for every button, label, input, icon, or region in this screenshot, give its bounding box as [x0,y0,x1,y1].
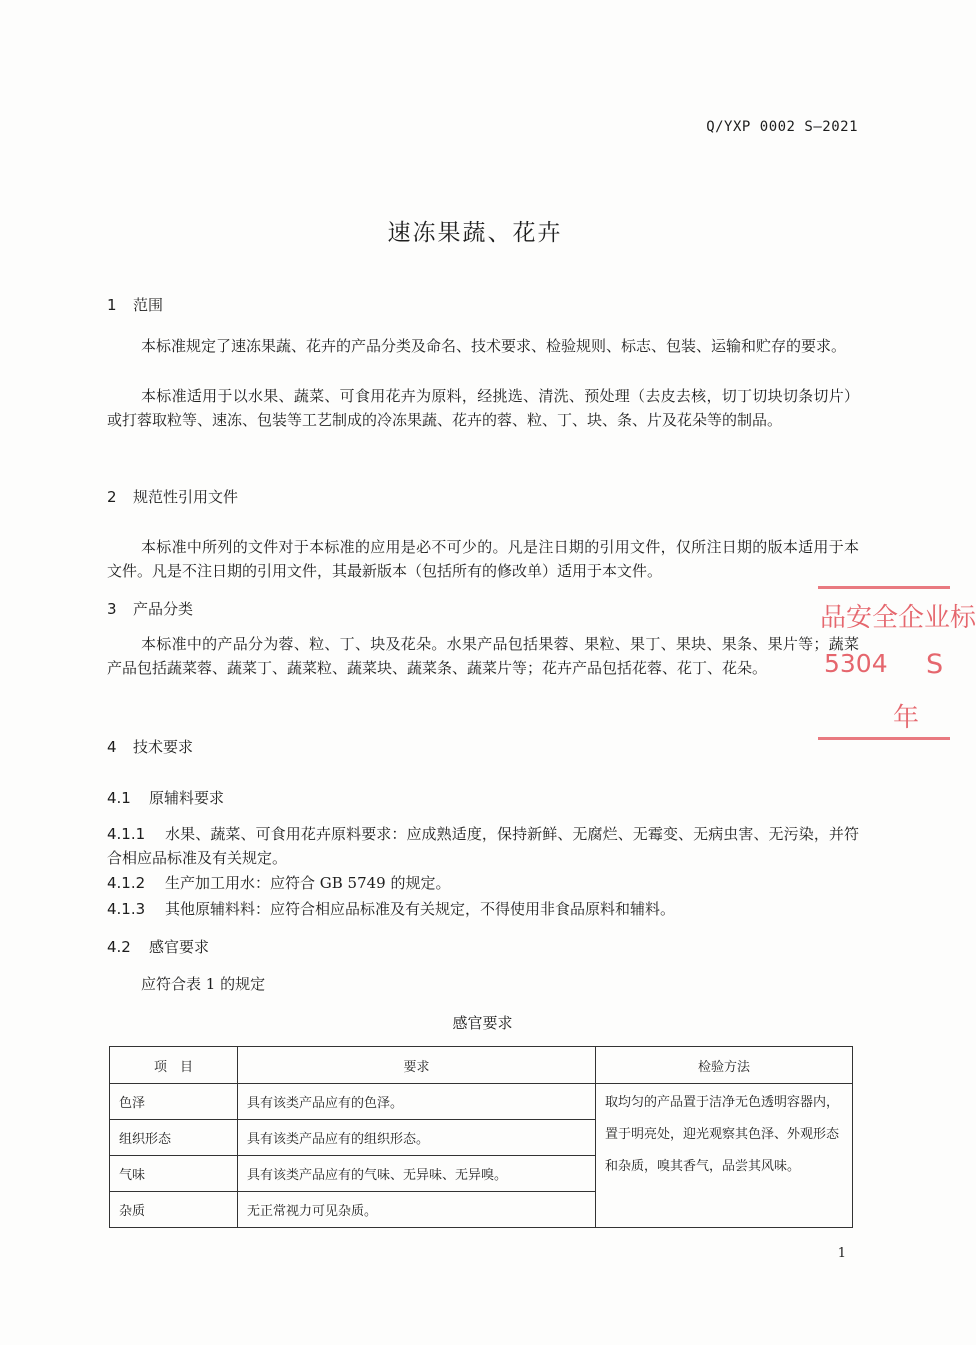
table-header-row [110,1047,853,1084]
table-row [110,1084,853,1120]
section-2-paragraph-1: 本标准中所列的文件对于本标准的应用是必不可少的。凡是注日期的引用文件，仅所注日期的版本适用于本文件。凡是不注日期的引用文件，其最新版本（包括所有的修改单）适用于本文件。 [107,538,859,580]
section-2-heading [107,486,238,507]
row-requirement: 具有该类产品应有的组织形态。 [238,1120,596,1156]
stamp-line-1: 品安全企业标 [820,603,976,633]
stamp-line-3: S [926,649,944,680]
stamp-rule [818,586,950,589]
section-number: 4 [107,738,117,756]
page-number: 1 [837,1246,846,1261]
section-title: 范围 [133,296,164,314]
section-3-paragraph-1: 本标准中的产品分为蓉、粒、丁、块及花朵。水果产品包括果蓉、果粒、果丁、果块、果条、果片等；蔬菜产品包括蔬菜蓉、蔬菜丁、蔬菜粒、蔬菜块、蔬菜条、蔬菜片等；花卉产品包括花蓉、花丁、花朵。 [107,635,859,677]
document-code: Q/YXP 0002 S—2021 [706,119,858,135]
clause-4-1-3 [107,898,675,919]
section-title: 感官要求 [149,938,210,956]
clause-number: 4.1.3 [107,900,146,918]
stamp-line-2: 5304 [824,649,888,678]
row-item: 色泽 [110,1084,238,1120]
clause-number: 4.1.1 [107,825,146,843]
section-title: 技术要求 [133,738,194,756]
row-item: 杂质 [110,1192,238,1228]
header-method: 检验方法 [596,1047,853,1084]
section-4-2-text: 应符合表 1 的规定 [141,975,266,993]
row-item: 气味 [110,1156,238,1192]
section-4-2-heading [107,936,209,957]
section-title: 产品分类 [133,600,194,618]
section-title: 原辅料要求 [149,789,225,807]
row-requirement: 具有该类产品应有的气味、无异味、无异嗅。 [238,1156,596,1192]
section-number: 3 [107,600,117,618]
row-requirement: 无正常视力可见杂质。 [238,1192,596,1228]
sensory-table [109,1046,853,1228]
clause-number: 4.1.2 [107,874,146,892]
header-requirement: 要求 [238,1047,596,1084]
section-4-1-heading [107,787,224,808]
section-number: 4.2 [107,938,131,956]
table-caption: 感官要求 [452,1014,513,1032]
section-title: 规范性引用文件 [133,488,239,506]
section-3-heading [107,598,193,619]
clause-text: 水果、蔬菜、可食用花卉原料要求：应成熟适度，保持新鲜、无腐烂、无霉变、无病虫害、无污染，并符合相应品标准及有关规定。 [107,825,859,867]
document-title: 速冻果蔬、花卉 [387,220,563,246]
stamp-rule [818,737,950,740]
clause-4-1-1 [107,822,859,870]
section-number: 2 [107,488,117,506]
stamp-line-4: 年 [893,703,920,733]
section-number: 4.1 [107,789,131,807]
inspection-method: 取均匀的产品置于洁净无色透明容器内，置于明亮处，迎光观察其色泽、外观形态和杂质，嗅其香气，品尝其风味。 [596,1084,853,1228]
clause-text: 其他原辅料料：应符合相应品标准及有关规定，不得使用非食品原料和辅料。 [165,900,676,918]
header-item: 项 目 [110,1047,238,1084]
section-number: 1 [107,296,117,314]
filing-stamp [818,583,976,743]
clause-text: 生产加工用水：应符合 GB 5749 的规定。 [165,874,451,892]
clause-4-1-2 [107,872,451,893]
section-1-paragraph-1: 本标准规定了速冻果蔬、花卉的产品分类及命名、技术要求、检验规则、标志、包装、运输和贮存的要求。 [141,337,847,355]
row-item: 组织形态 [110,1120,238,1156]
section-4-heading [107,736,193,757]
section-1-paragraph-2: 本标准适用于以水果、蔬菜、可食用花卉为原料，经挑选、清洗、预处理（去皮去核，切丁切块切条切片）或打蓉取粒等、速冻、包装等工艺制成的冷冻果蔬、花卉的蓉、粒、丁、块、条、片及花朵等的制品。 [107,387,859,429]
section-1-heading [107,294,163,315]
row-requirement: 具有该类产品应有的色泽。 [238,1084,596,1120]
